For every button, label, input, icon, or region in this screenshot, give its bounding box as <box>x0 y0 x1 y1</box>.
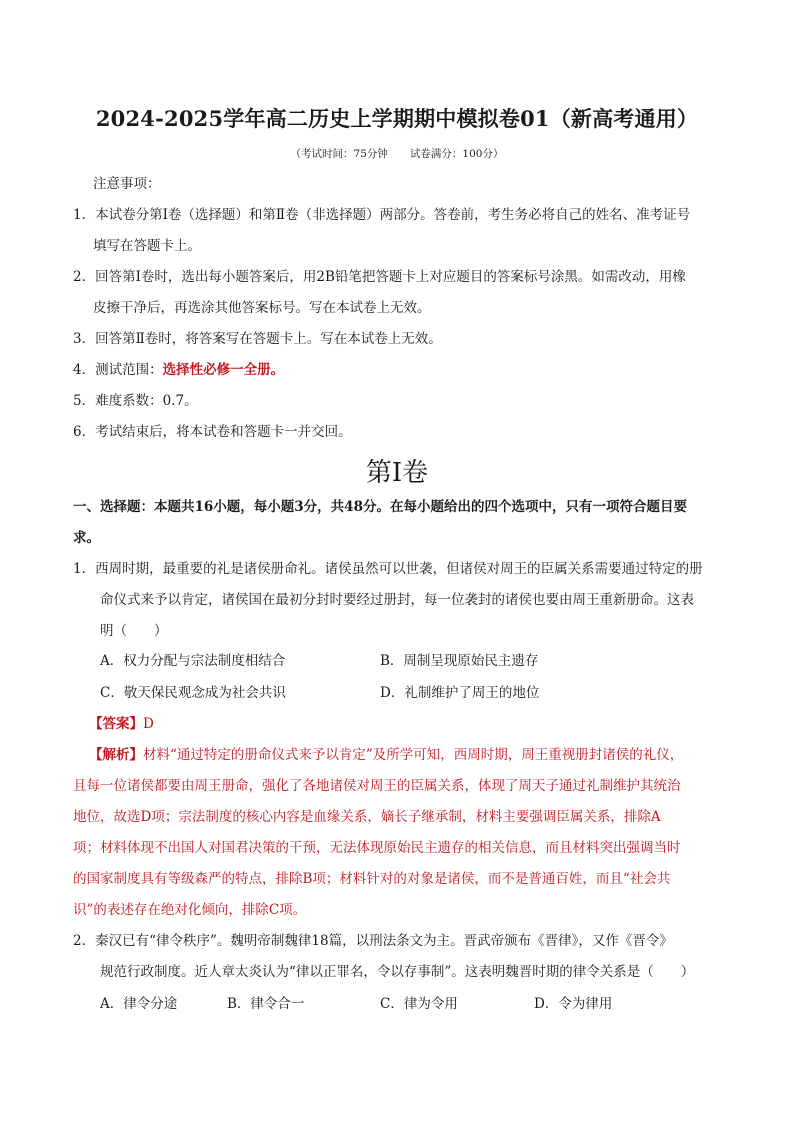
question-1-answer <box>89 714 154 734</box>
note-text: 测试范围： <box>95 362 163 378</box>
analysis-label: 【解析】 <box>89 747 143 763</box>
note-text: 考试结束后，将本试卷和答题卡一并交回。 <box>95 424 352 440</box>
question-1-option-c: C．敬天保民观念成为社会共识 <box>100 685 286 701</box>
note-text: 回答第Ⅰ卷时，选出每小题答案后，用2B铅笔把答题卡上对应题目的答案标号涂黑。如需改动，用橡 <box>95 269 686 285</box>
note-number: 1． <box>73 207 96 223</box>
analysis-line: 识”的表述存在绝对化倾向，排除C项。 <box>73 902 307 918</box>
notes-heading: 注意事项： <box>93 176 161 192</box>
note-item-2-cont: 皮擦干净后，再选涂其他答案标号。写在本试卷上无效。 <box>93 300 431 316</box>
question-1-option-b: B．周制呈现原始民主遗存 <box>380 653 539 669</box>
question-number: 2． <box>73 933 96 949</box>
note-item-3 <box>73 329 442 349</box>
question-1-stem-cont: 命仪式来予以肯定，诸侯国在最初分封时要经过册封，每一位袭封的诸侯也要由周王重新册命。这表 <box>100 592 694 608</box>
analysis-text: 材料“通过特定的册命仪式来予以肯定”及所学可知，西周时期，周王重视册封诸侯的礼仪， <box>143 747 684 763</box>
question-1-option-a: A．权力分配与宗法制度相结合 <box>100 653 286 669</box>
question-1-stem-cont2: 明（ ） <box>100 623 168 639</box>
analysis-line: 地位，故选D项；宗法制度的核心内容是血缘关系，嫡长子继承制，材料主要强调臣属关系，排除A <box>73 809 661 825</box>
note-number: 6． <box>73 424 96 440</box>
section-heading: 第Ⅰ卷 <box>365 458 429 488</box>
question-1-option-d: D．礼制维护了周王的地位 <box>380 685 540 701</box>
note-number: 3． <box>73 331 96 347</box>
note-text: 难度系数：0.7。 <box>95 393 198 409</box>
note-text: 本试卷分第Ⅰ卷（选择题）和第Ⅱ卷（非选择题）两部分。答卷前，考生务必将自己的姓名、准考证号 <box>95 207 691 223</box>
question-2-option-c: C．律为令用 <box>380 996 458 1012</box>
question-2-stem <box>73 931 673 951</box>
question-2-option-d: D．令为律用 <box>534 996 613 1012</box>
question-2-stem-cont: 规范行政制度。近人章太炎认为“律以正罪名，令以存事制”。这表明魏晋时期的律令关系是（ ） <box>100 964 695 980</box>
note-item-2 <box>73 267 686 287</box>
note-item-4 <box>73 360 284 380</box>
question-2-option-b: B．律令合一 <box>227 996 305 1012</box>
question-1-stem <box>73 559 703 579</box>
answer-label: 【答案】 <box>89 716 143 732</box>
answer-value: D <box>143 716 154 732</box>
analysis-line: 项；材料体现不出国人对国君决策的干预，无法体现原始民主遗存的相关信息，而且材料突出强调当时 <box>73 840 681 856</box>
question-number: 1． <box>73 561 96 577</box>
score-info: 试卷满分：100分） <box>409 148 504 160</box>
analysis-line: 且每一位诸侯都要由周王册命，强化了各地诸侯对周王的臣属关系，体现了周天子通过礼制维护其统治 <box>73 778 681 794</box>
question-text: 西周时期，最重要的礼是诸侯册命礼。诸侯虽然可以世袭，但诸侯对周王的臣属关系需要通过特定的册 <box>95 561 703 577</box>
question-1-analysis <box>89 745 683 765</box>
test-scope-highlight: 选择性必修一全册。 <box>162 362 285 378</box>
note-item-5 <box>73 391 198 411</box>
note-number: 2． <box>73 269 96 285</box>
note-item-6 <box>73 422 352 442</box>
note-number: 5． <box>73 393 96 409</box>
question-text: 秦汉已有“律令秩序”。魏明帝制魏律18篇，以刑法条文为主。晋武帝颁布《晋律》，又作《晋令》 <box>95 933 673 949</box>
note-item-1 <box>73 205 690 225</box>
page-title: 2024-2025学年高二历史上学期期中模拟卷01（新高考通用） <box>95 106 699 131</box>
question-2-option-a: A．律令分途 <box>100 996 178 1012</box>
analysis-line: 的国家制度具有等级森严的特点，排除B项；材料针对的对象是诸侯，而不是普通百姓，而且“社会共 <box>73 871 671 887</box>
section-instruction: 一、选择题：本题共16小题，每小题3分，共48分。在每小题给出的四个选项中，只有一项符合题目要 <box>73 499 687 515</box>
time-info: （考试时间：75分钟 <box>290 148 388 160</box>
note-item-1-cont: 填写在答题卡上。 <box>93 238 201 254</box>
section-instruction-cont: 求。 <box>73 530 100 546</box>
note-number: 4． <box>73 362 96 378</box>
note-text: 回答第Ⅱ卷时，将答案写在答题卡上。写在本试卷上无效。 <box>95 331 442 347</box>
exam-meta <box>0 146 794 161</box>
